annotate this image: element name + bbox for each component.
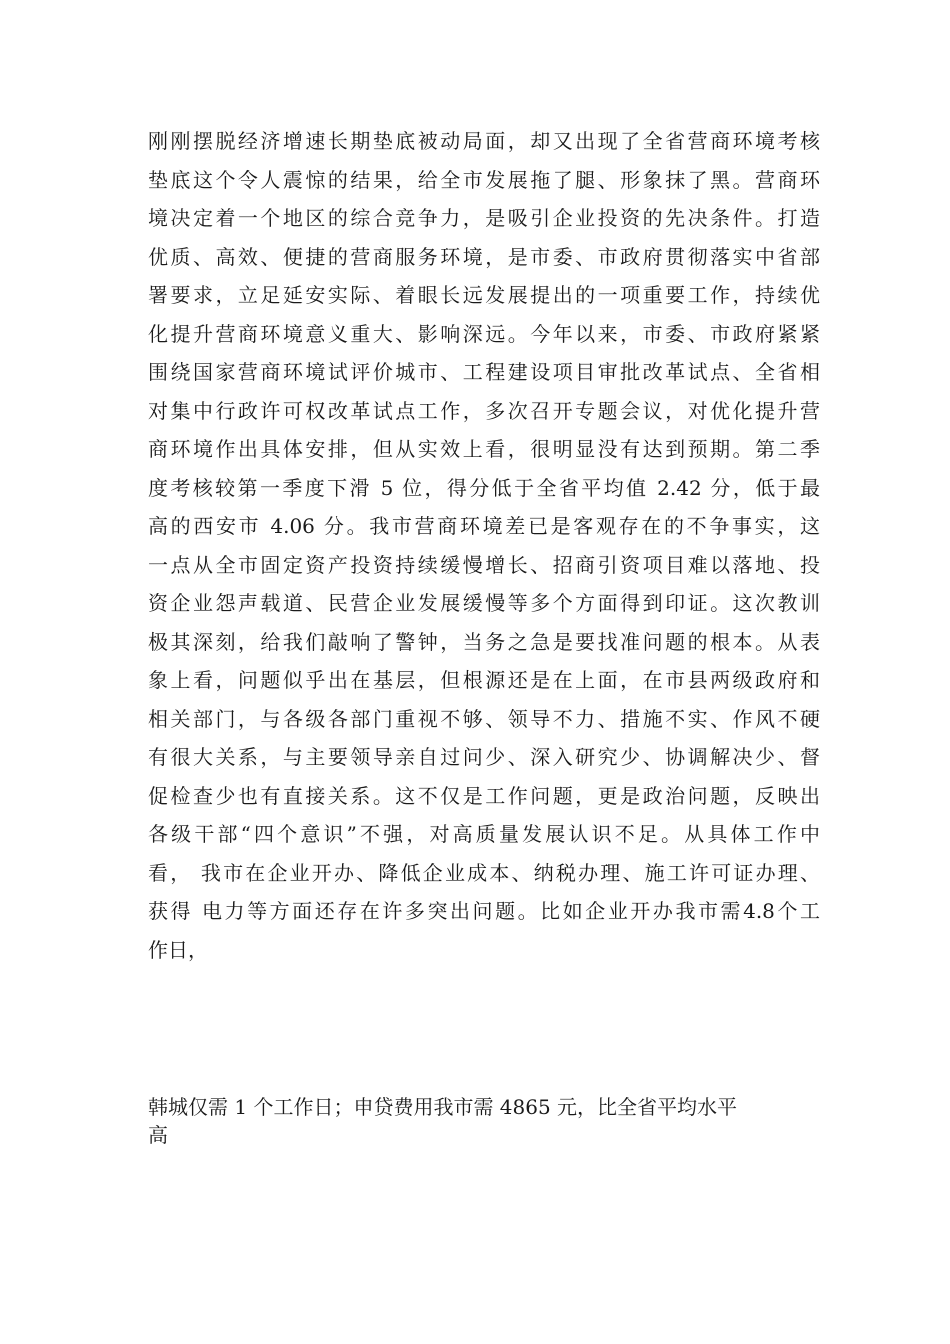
text-line: 商环境作出具体安排，但从实效上看，很明显没有达到预期。第二季 (148, 437, 820, 461)
text-line: 刚刚摆脱经济增速长期垫底被动局面，却又出现了全省营商环境考核 (148, 129, 820, 153)
text-line: 极其深刻，给我们敲响了警钟，当务之急是要找准问题的根本。从表 (148, 629, 820, 654)
text-line: 看， 我市在企业开办、降低企业成本、纳税办理、施工许可证办理、 (148, 860, 820, 885)
text-line: 围绕国家营商环境试评价城市、工程建设项目审批改革试点、全省相 (148, 360, 820, 384)
text-line: 优质、高效、便捷的营商服务环境，是市委、市政府贯彻落实中省部 (148, 244, 820, 269)
text-line: 有很大关系，与主要领导亲自过问少、深入研究少、协调解决少、督 (148, 745, 820, 769)
text-line: 境决定着一个地区的综合竞争力，是吸引企业投资的先决条件。打造 (148, 206, 820, 230)
text-line: 韩城仅需 1 个工作日；申贷费用我市需 4865 元，比全省平均水平 (148, 1095, 738, 1119)
text-line: 资企业怨声载道、民营企业发展缓慢等多个方面得到印证。这次教训 (148, 591, 820, 615)
text-line: 对集中行政许可权改革试点工作，多次召开专题会议，对优化提升营 (148, 398, 820, 423)
text-line: 象上看，问题似乎出在基层，但根源还是在上面，在市县两级政府和 (148, 668, 820, 692)
text-line: 促检查少也有直接关系。这不仅是工作问题，更是政治问题，反映出 (148, 783, 820, 808)
text-line: 一点从全市固定资产投资持续缓慢增长、招商引资项目难以落地、投 (148, 552, 820, 577)
text-line: 获得 电力等方面还存在许多突出问题。比如企业开办我市需4.8个工 (148, 899, 820, 923)
main-paragraph (148, 122, 820, 969)
tail-paragraph (148, 1093, 820, 1149)
text-line: 高的西安市 4.06 分。我市营商环境差已是客观存在的不争事实，这 (148, 514, 820, 538)
text-line: 化提升营商环境意义重大、影响深远。今年以来，市委、市政府紧紧 (148, 321, 820, 346)
text-line: 度考核较第一季度下滑 5 位，得分低于全省平均值 2.42 分，低于最 (148, 475, 820, 500)
text-line: 署要求，立足延安实际、着眼长远发展提出的一项重要工作，持续优 (148, 283, 820, 307)
text-line: 垫底这个令人震惊的结果，给全市发展拖了腿、形象抹了黑。营商环 (148, 167, 820, 192)
text-line: 作日， (148, 937, 208, 962)
text-line: 各级干部“四个意识”不强，对高质量发展认识不足。从具体工作中 (148, 822, 820, 846)
text-line: 高 (148, 1123, 168, 1147)
text-line: 相关部门，与各级各部门重视不够、领导不力、措施不实、作风不硬 (148, 706, 820, 731)
